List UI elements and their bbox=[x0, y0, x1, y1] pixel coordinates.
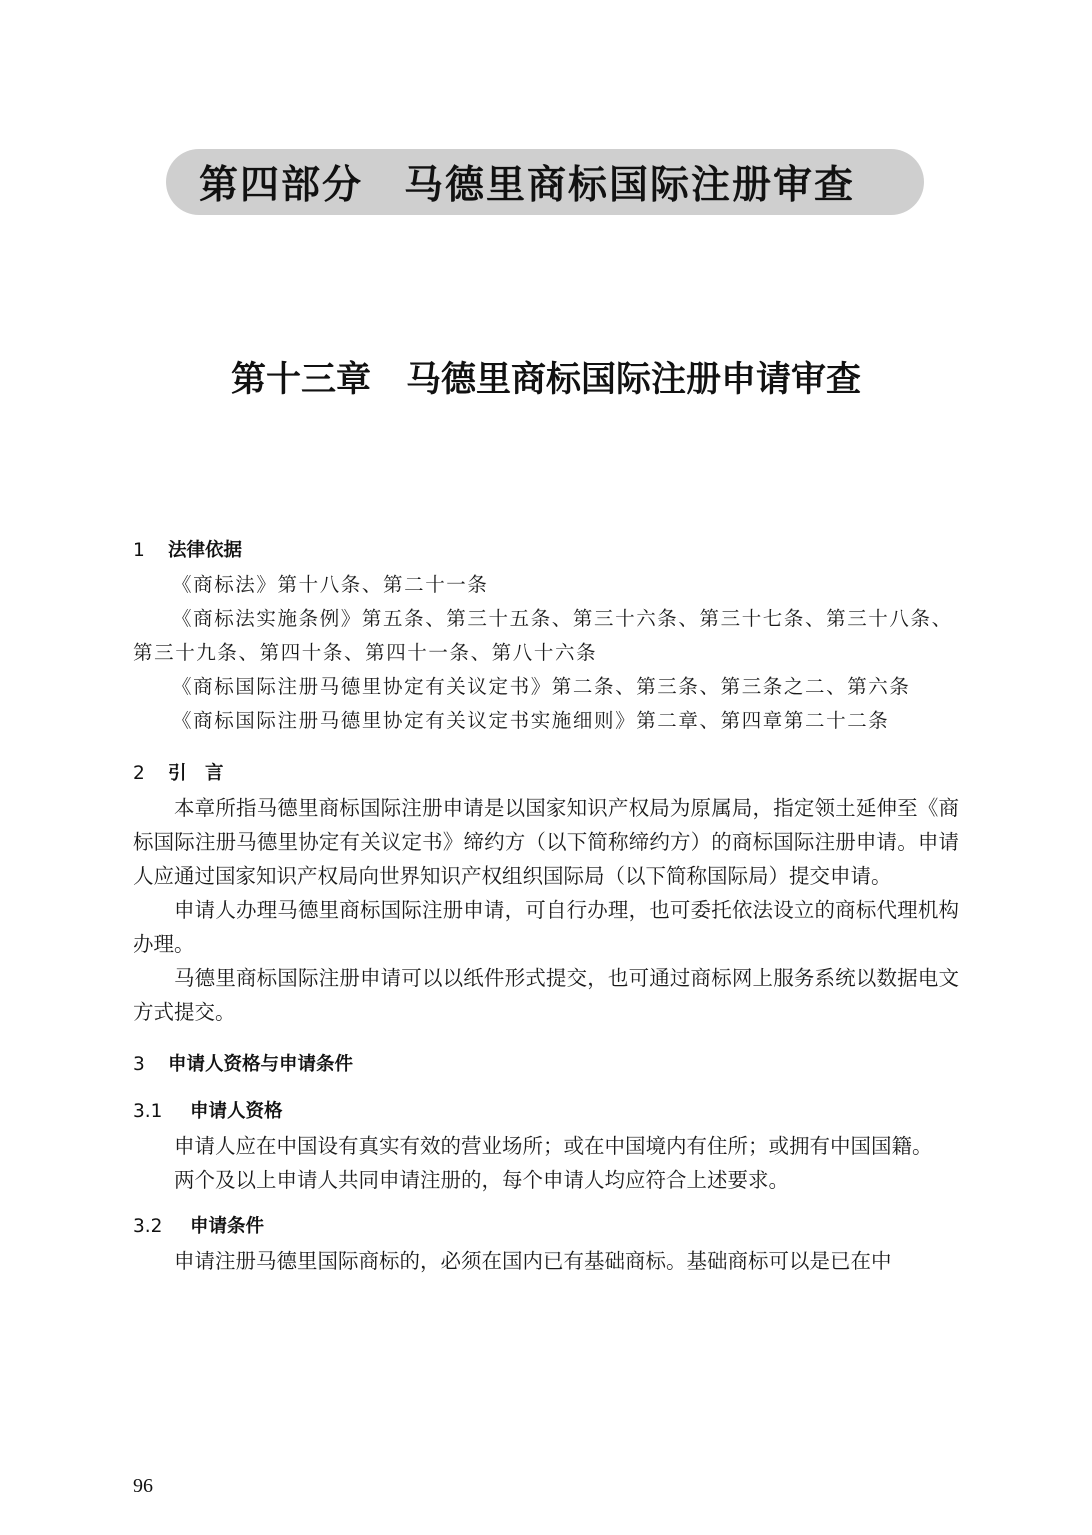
part-banner bbox=[166, 149, 924, 215]
section-3-1-heading bbox=[133, 1095, 959, 1129]
section-number: 3.1 bbox=[133, 1101, 163, 1122]
paragraph: 本章所指马德里商标国际注册申请是以国家知识产权局为原属局，指定领土延伸至《商标国际注册马德里协定有关议定书》缔约方（以下简称缔约方）的商标国际注册申请。申请人应通过国家知识产权局向世界知识产权组织国际局（以下简称国际局）提交申请。 bbox=[133, 796, 959, 888]
section-title: 申请人资格 bbox=[190, 1101, 283, 1122]
section-title: 申请人资格与申请条件 bbox=[168, 1054, 354, 1075]
section-number: 2 bbox=[133, 763, 145, 784]
page-number: 96 bbox=[133, 1475, 153, 1497]
paragraph: 马德里商标国际注册申请可以以纸件形式提交，也可通过商标网上服务系统以数据电文方式提交。 bbox=[133, 966, 959, 1024]
section-number: 3 bbox=[133, 1054, 145, 1075]
section-number: 1 bbox=[133, 540, 145, 561]
chapter-title: 第十三章 马德里商标国际注册申请审查 bbox=[230, 359, 861, 400]
page-content bbox=[133, 534, 959, 1278]
section-2-heading bbox=[133, 757, 959, 791]
section-3-2-heading bbox=[133, 1210, 959, 1244]
paragraph: 申请人应在中国设有真实有效的营业场所；或在中国境内有住所；或拥有中国国籍。 bbox=[174, 1134, 933, 1158]
legal-reference: 《商标法》第十八条、第二十一条 bbox=[172, 573, 489, 596]
legal-reference: 《商标国际注册马德里协定有关议定书》第二条、第三条、第三条之二、第六条 bbox=[172, 675, 911, 698]
section-title: 申请条件 bbox=[190, 1216, 265, 1237]
section-title: 法律依据 bbox=[168, 540, 243, 561]
legal-reference: 《商标法实施条例》第五条、第三十五条、第三十六条、第三十七条、第三十八条、第三十九条、第四十条、第四十一条、第八十六条 bbox=[133, 607, 953, 664]
legal-reference: 《商标国际注册马德里协定有关议定书实施细则》第二章、第四章第二十二条 bbox=[172, 709, 890, 732]
section-number: 3.2 bbox=[133, 1216, 163, 1237]
paragraph: 申请注册马德里国际商标的，必须在国内已有基础商标。基础商标可以是已在中 bbox=[174, 1249, 892, 1273]
section-3-heading bbox=[133, 1048, 959, 1082]
paragraph: 两个及以上申请人共同申请注册的，每个申请人均应符合上述要求。 bbox=[174, 1168, 789, 1192]
paragraph: 申请人办理马德里商标国际注册申请，可自行办理，也可委托依法设立的商标代理机构办理。 bbox=[133, 898, 959, 956]
section-1-heading bbox=[133, 534, 959, 568]
section-title: 引 言 bbox=[168, 763, 224, 784]
part-title: 第四部分 马德里商标国际注册审查 bbox=[199, 163, 856, 208]
